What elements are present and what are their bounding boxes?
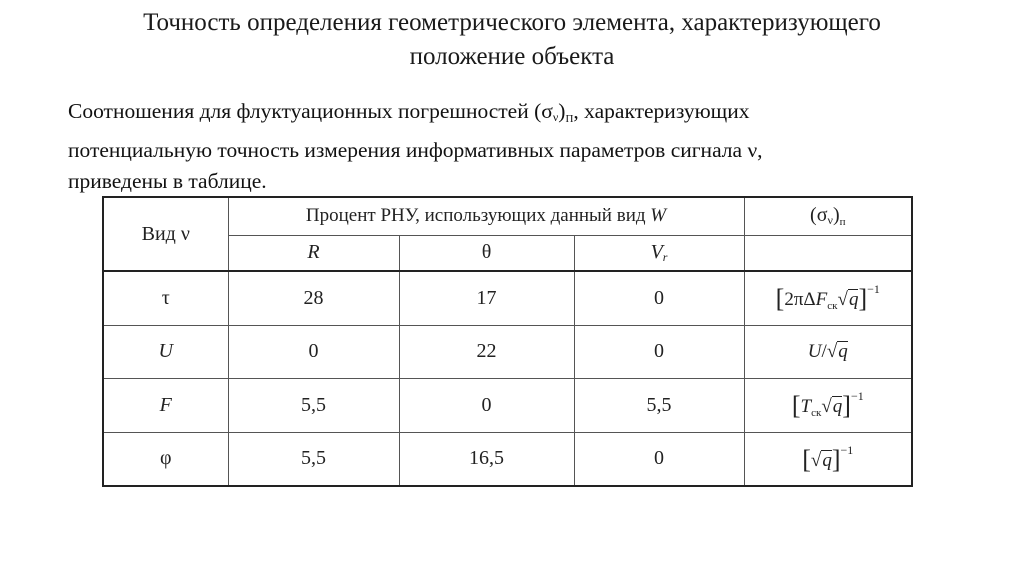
row-type-cell: F — [103, 378, 228, 432]
slide-title — [40, 6, 984, 74]
intro-line-3: приведены в таблице. — [68, 169, 267, 193]
row-type-cell: τ — [103, 271, 228, 325]
subheader-r: R — [228, 235, 399, 271]
formula-q: q — [822, 449, 832, 471]
row-v-cell: 0 — [574, 271, 744, 325]
row-v-cell: 0 — [574, 325, 744, 378]
formula-close-bracket: ] — [858, 284, 868, 314]
row-v-cell: 0 — [574, 432, 744, 486]
row-type-cell: φ — [103, 432, 228, 486]
formula-sub: ск — [811, 407, 822, 419]
row-theta-cell: 17 — [399, 271, 574, 325]
slide-title-line-1: Точность определения геометрического элемента, характеризующего — [143, 9, 881, 36]
header-signal-type: Вид ν — [103, 197, 228, 271]
row-theta-cell: 22 — [399, 325, 574, 378]
table-row — [103, 432, 912, 486]
formula-sqrt: √ — [837, 289, 848, 311]
intro-line-2: потенциальную точность измерения информативных параметров сигнала ν, — [68, 138, 763, 162]
table-row — [103, 378, 912, 432]
row-theta-cell: 16,5 — [399, 432, 574, 486]
formula-exponent: −1 — [867, 282, 880, 297]
formula-exponent: −1 — [840, 442, 854, 457]
formula-sqrt: √ — [810, 449, 822, 471]
header-percent-text: Процент РНУ, использующих данный вид — [305, 205, 651, 227]
formula-sqrt: √ — [821, 396, 832, 417]
row-type-cell: U — [103, 325, 228, 378]
row-v-cell: 5,5 — [574, 378, 744, 432]
subheader-theta: θ — [399, 235, 574, 271]
formula-sub: ск — [827, 300, 838, 313]
header-percent — [228, 197, 744, 235]
header-sigma-sub: ν — [827, 213, 833, 228]
intro-sigma-subscript: ν — [552, 110, 559, 124]
intro-line-1 — [68, 96, 968, 135]
subheader-empty — [744, 235, 912, 271]
formula-q: q — [832, 396, 843, 417]
formula-var: F — [815, 289, 828, 311]
formula-open-bracket: [ — [802, 444, 811, 474]
formula-coef: 2πΔ — [784, 289, 816, 311]
formula-var: U — [807, 340, 822, 362]
row-formula-cell — [744, 378, 912, 432]
row-r-cell: 0 — [228, 325, 399, 378]
slide-title-line-2: положение объекта — [409, 43, 615, 70]
row-formula-cell — [744, 432, 912, 486]
table-row — [103, 325, 912, 378]
formula-q: q — [848, 289, 859, 311]
row-formula-cell — [744, 325, 912, 378]
formula-open-bracket: [ — [791, 391, 801, 420]
header-sigma-close: ) — [832, 204, 840, 227]
intro-paren: ) — [558, 99, 566, 123]
subheader-v-sub: r — [662, 249, 668, 264]
intro-line-1-end: , характеризующих — [573, 99, 750, 123]
accuracy-table — [102, 196, 913, 487]
row-r-cell: 5,5 — [228, 378, 399, 432]
table-row — [103, 271, 912, 325]
formula-open-bracket: [ — [775, 284, 785, 314]
row-formula-cell — [744, 271, 912, 325]
formula-slash: / — [821, 340, 827, 362]
header-percent-w: W — [650, 205, 667, 227]
formula-q: q — [838, 340, 848, 362]
header-sigma — [744, 197, 912, 235]
formula-sqrt: √ — [826, 340, 838, 362]
formula-exponent: −1 — [850, 389, 864, 403]
formula-close-bracket: ] — [842, 391, 851, 420]
row-r-cell: 28 — [228, 271, 399, 325]
subheader-v-letter: V — [650, 240, 663, 263]
intro-paragraph — [68, 96, 968, 197]
header-sigma-text: (σ — [810, 204, 828, 227]
intro-p-subscript: П — [565, 113, 574, 125]
formula-close-bracket: ] — [831, 444, 841, 474]
subheader-v — [574, 235, 744, 271]
intro-line-1-text: Соотношения для флуктуационных погрешностей (σ — [68, 99, 553, 123]
row-theta-cell: 0 — [399, 378, 574, 432]
formula-var: T — [800, 396, 812, 417]
header-sigma-sub2: п — [839, 216, 846, 229]
row-r-cell: 5,5 — [228, 432, 399, 486]
